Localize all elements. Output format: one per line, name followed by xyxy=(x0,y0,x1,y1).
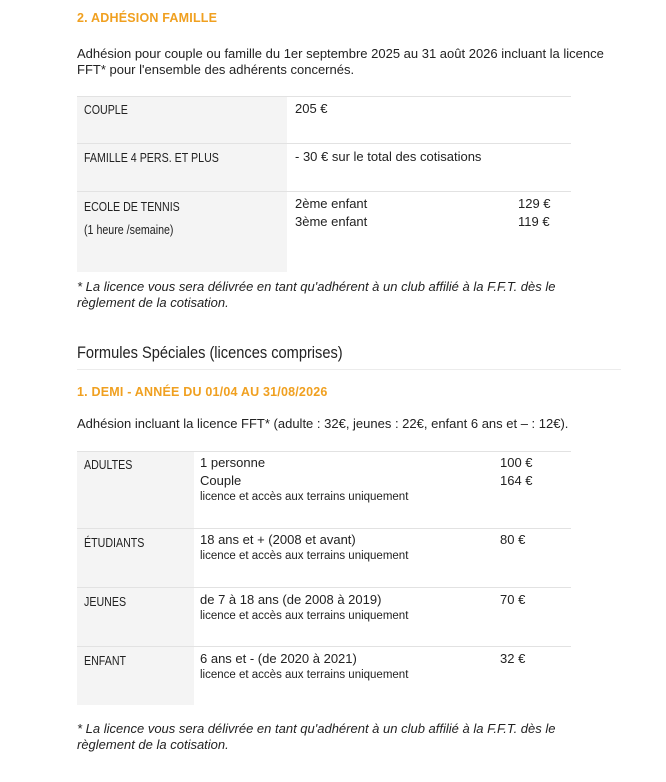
row-label-adultes: ADULTES xyxy=(84,457,133,472)
ecole-price-3: 119 € xyxy=(518,214,550,229)
speciales-heading: 1. DEMI - ANNÉE DU 01/04 AU 31/08/2026 xyxy=(77,385,328,399)
famille-note xyxy=(77,279,637,311)
famille-label-column xyxy=(77,96,287,272)
rule xyxy=(77,96,571,97)
row-label-enfant: ENFANT xyxy=(84,653,127,668)
speciales-note-line2: règlement de la cotisation. xyxy=(77,737,229,752)
etudiants-line-1: 18 ans et + (2008 et avant) xyxy=(200,532,356,547)
famille-note-line1: * La licence vous sera délivrée en tant qu'adhérent à un club affilié à la F.F.T. dès le xyxy=(77,279,556,294)
famille-note-line2: règlement de la cotisation. xyxy=(77,295,229,310)
rule xyxy=(77,646,571,647)
adultes-line-1: 1 personne xyxy=(200,455,266,470)
speciales-intro: Adhésion incluant la licence FFT* (adulte : 32€, jeunes : 22€, enfant 6 ans et – : 12€). xyxy=(77,416,569,431)
rule xyxy=(77,528,571,529)
speciales-note-line1: * La licence vous sera délivrée en tant qu'adhérent à un club affilié à la F.F.T. dès le xyxy=(77,721,556,736)
rule xyxy=(77,191,571,192)
row-label-couple: COUPLE xyxy=(84,102,128,117)
famille-intro-line1: Adhésion pour couple ou famille du 1er septembre 2025 au 31 août 2026 incluant la licence xyxy=(77,46,604,61)
famille-heading: 2. ADHÉSION FAMILLE xyxy=(77,11,218,25)
jeunes-price: 70 € xyxy=(500,592,526,607)
row-label-jeunes: JEUNES xyxy=(84,594,127,609)
row-label-famille: FAMILLE 4 PERS. ET PLUS xyxy=(84,150,219,165)
adultes-sub: licence et accès aux terrains uniquement xyxy=(200,491,409,503)
section-divider xyxy=(77,369,621,370)
ecole-price-2: 129 € xyxy=(518,196,551,211)
jeunes-line-1: de 7 à 18 ans (de 2008 à 2019) xyxy=(200,592,382,607)
jeunes-sub: licence et accès aux terrains uniquement xyxy=(200,610,409,622)
row-label-ecole-sub: (1 heure /semaine) xyxy=(84,222,174,237)
enfant-sub: licence et accès aux terrains uniquement xyxy=(200,669,409,681)
speciales-title: Formules Spéciales (licences comprises) xyxy=(77,343,343,362)
etudiants-sub: licence et accès aux terrains uniquement xyxy=(200,550,409,562)
rule xyxy=(77,587,571,588)
speciales-note xyxy=(77,721,637,753)
enfant-price: 32 € xyxy=(500,651,526,666)
enfant-line-1: 6 ans et - (de 2020 à 2021) xyxy=(200,651,357,666)
adultes-price-2: 164 € xyxy=(500,473,533,488)
row-value-couple: 205 € xyxy=(295,101,328,116)
row-label-ecole: ECOLE DE TENNIS xyxy=(84,199,180,214)
ecole-item-2: 2ème enfant xyxy=(295,196,368,211)
famille-intro-line2: FFT* pour l'ensemble des adhérents concernés. xyxy=(77,62,355,77)
rule xyxy=(77,143,571,144)
famille-intro xyxy=(77,46,637,78)
rule xyxy=(77,451,571,452)
adultes-line-2: Couple xyxy=(200,473,242,488)
etudiants-price: 80 € xyxy=(500,532,526,547)
row-value-famille: - 30 € sur le total des cotisations xyxy=(295,149,482,164)
adultes-price-1: 100 € xyxy=(500,455,533,470)
ecole-item-3: 3ème enfant xyxy=(295,214,368,229)
row-label-etudiants: ÉTUDIANTS xyxy=(84,535,145,550)
